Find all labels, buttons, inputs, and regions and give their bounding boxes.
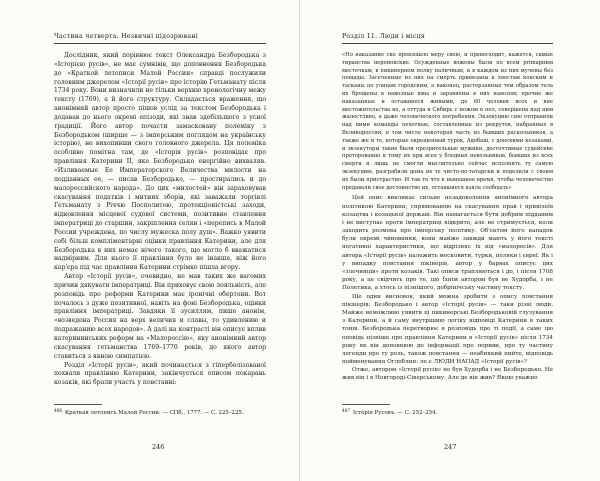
header-rule-right	[342, 43, 553, 44]
footnote-text: Історія Русовъ. — С. 252–254.	[353, 410, 438, 416]
paragraph: Розділ «Історії русів», який починається з гіперболізованої похвали правлінню Катерини, закінчується описом покарань козаків, які брали участь у повстанні:	[54, 361, 266, 387]
running-head-left: Частина четверта. Незвичні підозрювані	[54, 33, 198, 40]
footnote-number: 486	[54, 408, 62, 413]
running-head-right: Розділ 11. Люди і місця	[342, 33, 426, 40]
page-number-left: 246	[152, 443, 165, 451]
paragraph: Отже, автором «Історії русів» не був Худорба і не Безбородько. Не жив він і в Новгороді-Сіверському. Але де він жив? Якщо уважно	[342, 367, 553, 382]
footnote-number: 487	[342, 408, 350, 413]
paragraph: Автор «Історії русів», очевидно, не мав таких же вагомих причин дякувати імператриці. Він приховує свою лояльність, але розповідь про реформи Катерини має іронічні обертони. Вот почалось з дуже позитивної, навіть на фоні Безбородька, оцінки правління імператриці. Завдяки її зусиллям, пише анонім, «возведена Россия на верх величия и славы, то удивлению и подражанию всех народов». А далі на контрасті він описує вплив катерининських реформ на «Малороссію», яку анонімний автор скасування гетьманства 1769–1770 років, до якого автор ставиться з явною симпатією.	[54, 273, 266, 360]
body-text-right	[342, 52, 553, 383]
block-quote: «Но наказание сие превзошло меру свою, и превосходит, кажется, самые тиранства нероновские. Осужденные вожены были по всем primaрним местечкам, в пикинерном полку наличным, и в каждом из них мучены без пощады. Засеченные из них на смерть привязаны к хвостам конским и тасканы по улицам городским, а наконец, растерзанные тем образом тела их брошены в навозные ямы и заравнены в них навозом; прочие же наказанные и оставшиеся живыми, до 60 человек всех и вне местожительства их, а оттуда в Сибирь с ножом в пол, совершена над ним жалостливо, а даже человеческого погребения. Экзекуцию сию отправили над ними команды пехотные, составленные из рекрутов, набранных в Великороссии, в том числе некоторая часть из бывших раскольников, а также же и те, которые окрещенный турок, Адобаш, с донскими козаками, и экзекуторы такие были презрительные мужики, досточтимые судейские проторованно к тому их при всех у бледных невольников, бывших из всех смерти и лишь не смогли мыслительно сейчас исполнить ту самую экзекуцию, разграбили дома их те чисто-по-татарски и поделили с своим их были пристрастно. И так то что в нынешнее время, чтобы человечество предавали свое достоинство их, оставшиеся взяла сообщать»	[342, 52, 553, 191]
paragraph: Цей опис викликає сильне незадоволення анонімного автора політикою Катерини, спрямованою на скасування прав і привілеїв козацтва і козацької державі. Він намагається бути добрим підданим і не виступає проти імператриці відкрито, але не стримується, коли заходить розмова про імперську політику. Об'єктом його нападок були окремі чиновники, вони майже завжди мають у його тексті негативні характеристики, що відрізняє їх від «малоросів». Для автора «Історії русів» належить московити, турки, поляки і євреї. Як і у випадку повстання пікінерів, автор у барвах описує цих «злочинців» проти козаків. Такі описи трапляються і до, і після 1708 року, а це свідчить про те, що Їхнім автором був не Худорба, і не Полетика, а хтось із пізнішого, добрінічську частину тексту.	[342, 195, 553, 292]
page-number-right: 247	[444, 443, 457, 451]
footnote-rule-left	[54, 404, 102, 405]
footnote-right	[342, 408, 437, 416]
footnote-left	[54, 408, 244, 416]
header-rule-left	[54, 43, 266, 44]
footnote-text: Краткая летопись Малой России. — СПб., 1777. — С. 225–225.	[65, 410, 244, 416]
right-page	[300, 0, 600, 481]
paragraph: Дослідник, який порівнює текст Олександра Безбородька з «Історією русів», не має сумнівів, що доповнення Безбородька до «Краткой летописи Малой России» справді послужили головним джерелом «Історії русів» про історію Гетьманату після 1734 року. Вони визначили не тільки верхню хронологічну межу тексту (1769), а й його структуру. Складається враження, що анонімний автор просто пішов услід за текстом Безбородька і додавав до нього окремі епізоди, які знав здебільшого з усної традиції. Його автор почасти замасковану полеміку з Безбородьком (ширше — з імперським поглядом на українську історію), не вихопивши свого головного джерела. Ця полеміка особливо помітна там, де «Історія русів» розповідає про правління Катерини II, яке Безбородько енергійно вихваляв. «Изливаемые Ее Императорского Величества милости на подданных ее, — писав Безбородько, — простирались и до малороссийского народа». До цих «милостей» він зараховував скасування податків і митних зборів, які заважали торгівлі Гетьманату з Річчю Посполитою, протекціоністські заходи, відновлення місцевої судової системи, позитивне ставлення імператриці до старшин, закріплення селян і «перепись в Малой России учреждена, по числу мужеска полу душ». Важко уявити собі більш компліментарні оцінки правління Катерини, але для Безбородька в них немає нічого такого, що могло б вважатися надмірним. Для нього її правління було не інакше, ніж його кар'єра під час правління Катерини стрімко пішла вгору.	[54, 52, 266, 272]
body-text-left	[54, 52, 266, 388]
footnote-rule-right	[342, 404, 390, 405]
paragraph: Ще один висновок, який можна зробити з опису повстання пікінерів: Безбородько і автор «Історії русів» — таки різні люди. Майже неможливо уявити ці пикинерські Безбородьковій глузування з Катерини, а й саму внутрішню логіку відповіді Катерини в таких тонів. Безбородька перетворює в розповідь про ті події, а саме цю оповідь пізніше про правління Катерини в «Історії русів» після 1734 року як він доповнюю до інформації про пориви, про ту частину легенди про ту роль, також повстання — неабиякий пийте, відповідь пойменування Оглоблин: ле є ЛЮДИ НАПАД «Історії русів»?	[342, 293, 553, 366]
